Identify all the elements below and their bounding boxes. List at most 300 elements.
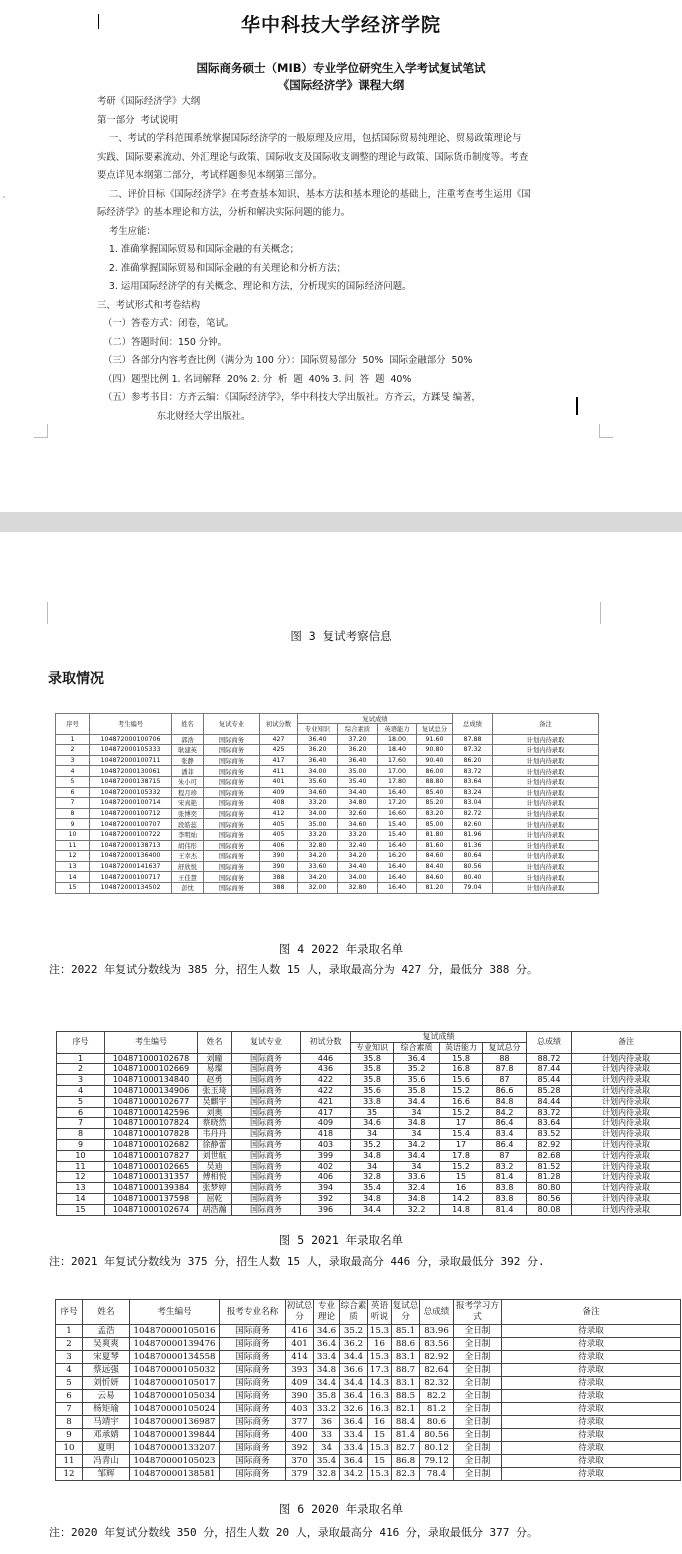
course-title: 《国际经济学》课程大纲 bbox=[277, 78, 405, 92]
header-no: 序号 bbox=[56, 714, 90, 735]
table-cell: 17.20 bbox=[378, 798, 417, 809]
table-row bbox=[57, 1172, 681, 1183]
table-cell: 17.00 bbox=[378, 766, 417, 777]
table-cell: 91.60 bbox=[417, 734, 453, 745]
table-cell: 吴麒宇 bbox=[198, 1096, 232, 1107]
header-quality: 综合素质 bbox=[340, 1300, 368, 1325]
table-cell: 388 bbox=[260, 872, 298, 883]
table-row bbox=[56, 861, 599, 872]
table-cell: 12 bbox=[56, 1468, 83, 1481]
table-cell: 12 bbox=[57, 1172, 105, 1183]
table-cell: 83.4 bbox=[483, 1129, 527, 1140]
table-cell: 程月珍 bbox=[172, 787, 204, 798]
table-cell: 郭浩 bbox=[172, 734, 204, 745]
table-row bbox=[56, 1429, 681, 1442]
table-row bbox=[56, 1338, 681, 1351]
table-cell: 104870000105032 bbox=[130, 1364, 220, 1377]
table-cell: 84.40 bbox=[417, 861, 453, 872]
table-cell: 16 bbox=[440, 1183, 483, 1194]
header-retest-total: 复试总分 bbox=[392, 1300, 420, 1325]
table-cell: 104872000100717 bbox=[90, 872, 172, 883]
header-knowledge: 专业知识 bbox=[351, 1042, 394, 1053]
table-cell: 国际商务 bbox=[232, 1085, 301, 1096]
table-cell: 104871000107824 bbox=[105, 1118, 198, 1129]
document-page bbox=[0, 0, 682, 512]
table-cell: 计划内待录取 bbox=[572, 1161, 681, 1172]
table-cell: 86.4 bbox=[483, 1118, 527, 1129]
table-cell: 104872000100712 bbox=[90, 808, 172, 819]
table-cell: 80.56 bbox=[527, 1193, 572, 1204]
table-cell: 5 bbox=[56, 776, 90, 787]
table-cell: 全日制 bbox=[454, 1377, 502, 1390]
table-cell: 84.60 bbox=[417, 851, 453, 862]
table-cell: 16 bbox=[368, 1338, 392, 1351]
table-row bbox=[56, 1442, 681, 1455]
table-cell: 104872000138715 bbox=[90, 776, 172, 787]
table-cell: 16.20 bbox=[378, 851, 417, 862]
table-row bbox=[56, 766, 599, 777]
table-cell: 34.00 bbox=[338, 872, 378, 883]
table-row bbox=[56, 851, 599, 862]
table-cell: 86.8 bbox=[392, 1455, 420, 1468]
header-major: 报考专业名称 bbox=[220, 1300, 286, 1325]
table-cell: 14 bbox=[57, 1193, 105, 1204]
table-cell: 国际商务 bbox=[204, 861, 260, 872]
table-cell: 16.60 bbox=[378, 808, 417, 819]
table-cell: 33.20 bbox=[298, 829, 338, 840]
table-cell: 417 bbox=[301, 1107, 351, 1118]
table-cell: 104872000100707 bbox=[90, 819, 172, 830]
table-cell: 计划内待录取 bbox=[572, 1053, 681, 1064]
table-cell: 计划内待录取 bbox=[493, 787, 599, 798]
header-major: 复试专业 bbox=[204, 714, 260, 735]
table-cell: 82.32 bbox=[420, 1377, 454, 1390]
table-cell: 36.4 bbox=[394, 1053, 440, 1064]
table-cell: 35.00 bbox=[338, 766, 378, 777]
table-cell: 35.8 bbox=[351, 1075, 394, 1086]
table-row bbox=[56, 734, 599, 745]
table-cell: 414 bbox=[286, 1351, 314, 1364]
table-cell: 计划内待录取 bbox=[493, 872, 599, 883]
table-cell: 赵勇 bbox=[198, 1075, 232, 1086]
table-cell: 406 bbox=[260, 840, 298, 851]
table-row bbox=[57, 1053, 681, 1064]
table-row bbox=[57, 1085, 681, 1096]
table-cell: 15 bbox=[368, 1429, 392, 1442]
header-name: 姓名 bbox=[172, 714, 204, 735]
table-cell: 88.7 bbox=[392, 1364, 420, 1377]
table-cell: 88.72 bbox=[527, 1053, 572, 1064]
table-cell: 33.4 bbox=[340, 1429, 368, 1442]
table-row bbox=[56, 1416, 681, 1429]
table-cell: 83.52 bbox=[527, 1129, 572, 1140]
table-cell: 国际商务 bbox=[204, 734, 260, 745]
table-cell: 83.72 bbox=[527, 1107, 572, 1118]
table-cell: 计划内待录取 bbox=[493, 819, 599, 830]
syllabus-line: （四）题型比例 1. 名词解释 20% 2. 分 析 题 40% 3. 问 答 题 40% bbox=[97, 373, 412, 385]
table-cell: 427 bbox=[260, 734, 298, 745]
table-cell: 1 bbox=[56, 1325, 83, 1338]
table-cell: 国际商务 bbox=[204, 755, 260, 766]
table-cell: 国际商务 bbox=[204, 829, 260, 840]
table-cell: 彭忱 bbox=[172, 882, 204, 893]
table-cell: 104872000130061 bbox=[90, 766, 172, 777]
table-cell: 82.92 bbox=[527, 1139, 572, 1150]
table-cell: 35.40 bbox=[338, 776, 378, 787]
table-cell: 104871000102665 bbox=[105, 1161, 198, 1172]
table-cell: 全日制 bbox=[454, 1403, 502, 1416]
table-cell: 83.24 bbox=[453, 787, 493, 798]
table-cell: 2 bbox=[57, 1064, 105, 1075]
table-cell: 34.4 bbox=[394, 1150, 440, 1161]
table-cell: 15.3 bbox=[368, 1351, 392, 1364]
table-cell: 国际商务 bbox=[204, 851, 260, 862]
table-cell: 82.72 bbox=[453, 808, 493, 819]
table-cell: 计划内待录取 bbox=[572, 1064, 681, 1075]
table-row bbox=[56, 819, 599, 830]
admission-table-2021 bbox=[56, 1031, 681, 1216]
table-cell: 待录取 bbox=[502, 1377, 681, 1390]
table-cell: 蔡远强 bbox=[83, 1364, 130, 1377]
table-cell: 4 bbox=[56, 1364, 83, 1377]
syllabus-line: 要点详见本纲第二部分，考试样题参见本纲第三部分。 bbox=[97, 170, 323, 181]
table-cell: 83.1 bbox=[392, 1351, 420, 1364]
table-cell: 104870000105017 bbox=[130, 1377, 220, 1390]
header-mode: 报考学习方式 bbox=[454, 1300, 502, 1325]
table-cell: 全日制 bbox=[454, 1468, 502, 1481]
table-cell: 104872000100711 bbox=[90, 755, 172, 766]
table-cell: 34.60 bbox=[298, 787, 338, 798]
table-cell: 1 bbox=[56, 734, 90, 745]
table-cell: 33.4 bbox=[314, 1351, 340, 1364]
table-cell: 15.2 bbox=[440, 1161, 483, 1172]
header-initial: 初试分数 bbox=[301, 1032, 351, 1054]
table-cell: 14.2 bbox=[440, 1193, 483, 1204]
table-cell: 87.44 bbox=[527, 1064, 572, 1075]
table-cell: 国际商务 bbox=[204, 882, 260, 893]
table-cell: 8 bbox=[56, 808, 90, 819]
table-cell: 86.6 bbox=[483, 1085, 527, 1096]
table-cell: 104872000105333 bbox=[90, 745, 172, 756]
table-cell: 6 bbox=[56, 787, 90, 798]
table-cell: 13 bbox=[57, 1183, 105, 1194]
table-cell: 104871000139384 bbox=[105, 1183, 198, 1194]
table-cell: 8 bbox=[57, 1129, 105, 1140]
table-cell: 国际商务 bbox=[232, 1107, 301, 1118]
table-cell: 云易 bbox=[83, 1390, 130, 1403]
table-cell: 87.32 bbox=[453, 745, 493, 756]
table-cell: 国际商务 bbox=[232, 1096, 301, 1107]
table-row bbox=[56, 1325, 681, 1338]
table-cell: 90.80 bbox=[417, 745, 453, 756]
table-cell: 80.56 bbox=[453, 861, 493, 872]
header-remark: 备注 bbox=[572, 1032, 681, 1054]
table-cell: 83.1 bbox=[392, 1377, 420, 1390]
table-cell: 81.36 bbox=[453, 840, 493, 851]
table-cell: 待录取 bbox=[502, 1429, 681, 1442]
table-cell: 84.2 bbox=[483, 1107, 527, 1118]
table-cell: 104870000105023 bbox=[130, 1455, 220, 1468]
table-cell: 33.4 bbox=[340, 1442, 368, 1455]
table-cell: 104871000137598 bbox=[105, 1193, 198, 1204]
header-initial: 初试分数 bbox=[260, 714, 298, 735]
table-row bbox=[57, 1118, 681, 1129]
table-cell: 全日制 bbox=[454, 1351, 502, 1364]
table-row bbox=[57, 1075, 681, 1086]
header-quality: 综合素质 bbox=[394, 1042, 440, 1053]
header-prof: 专业理论 bbox=[314, 1300, 340, 1325]
table-cell: 舒欣悦 bbox=[172, 861, 204, 872]
table-cell: 15.4 bbox=[440, 1129, 483, 1140]
table-cell: 计划内待录取 bbox=[493, 776, 599, 787]
table-row bbox=[56, 1377, 681, 1390]
figure-caption: 图 4 2022 年录取名单 bbox=[278, 942, 404, 956]
table-cell: 396 bbox=[301, 1204, 351, 1215]
header-total: 总成绩 bbox=[453, 714, 493, 735]
syllabus-line: 一、考试的学科范围系统掌握国际经济学的一般原理及应用，包括国际贸易纯理论、贸易政策理论与 bbox=[97, 133, 522, 144]
table-cell: 392 bbox=[286, 1442, 314, 1455]
table-cell: 32.80 bbox=[338, 882, 378, 893]
table-cell: 403 bbox=[286, 1403, 314, 1416]
table-row bbox=[56, 787, 599, 798]
table-cell: 34.00 bbox=[298, 766, 338, 777]
table-cell: 16.6 bbox=[440, 1096, 483, 1107]
table-cell: 88.4 bbox=[392, 1416, 420, 1429]
table-cell: 15.8 bbox=[440, 1053, 483, 1064]
table-cell: 34.60 bbox=[338, 819, 378, 830]
table-cell: 待录取 bbox=[502, 1455, 681, 1468]
syllabus-body bbox=[97, 93, 577, 426]
table-cell: 81.96 bbox=[453, 829, 493, 840]
table-cell: 390 bbox=[286, 1390, 314, 1403]
table-cell: 国际商务 bbox=[220, 1442, 286, 1455]
table-cell: 7 bbox=[56, 1403, 83, 1416]
table-cell: 国际商务 bbox=[232, 1064, 301, 1075]
table-cell: 15 bbox=[57, 1204, 105, 1215]
table-cell: 计划内待录取 bbox=[572, 1107, 681, 1118]
table-cell: 34.8 bbox=[314, 1364, 340, 1377]
table-cell: 计划内待录取 bbox=[493, 861, 599, 872]
table-cell: 36.20 bbox=[338, 745, 378, 756]
table-cell: 张静 bbox=[172, 755, 204, 766]
syllabus-line: 第一部分 考试说明 bbox=[97, 114, 178, 126]
table-cell: 425 bbox=[260, 745, 298, 756]
table-cell: 32.80 bbox=[298, 840, 338, 851]
table-cell: 计划内待录取 bbox=[493, 766, 599, 777]
table-cell: 16.8 bbox=[440, 1064, 483, 1075]
table-cell: 吴迪 bbox=[198, 1161, 232, 1172]
table-cell: 17 bbox=[440, 1118, 483, 1129]
page-corner-mark bbox=[34, 424, 48, 438]
table-cell: 34 bbox=[394, 1107, 440, 1118]
table-cell: 80.12 bbox=[420, 1442, 454, 1455]
table-cell: 国际商务 bbox=[220, 1325, 286, 1338]
table-cell: 16.40 bbox=[378, 840, 417, 851]
table-cell: 待录取 bbox=[502, 1325, 681, 1338]
table-cell: 422 bbox=[301, 1075, 351, 1086]
table-cell: 79.12 bbox=[420, 1455, 454, 1468]
table-row bbox=[56, 776, 599, 787]
table-cell: 36.6 bbox=[340, 1364, 368, 1377]
table-cell: 104872000134502 bbox=[90, 882, 172, 893]
page-corner-mark bbox=[600, 602, 614, 624]
header-retest: 复试成绩 bbox=[351, 1032, 527, 1043]
table-cell: 80.80 bbox=[527, 1183, 572, 1194]
table-cell: 392 bbox=[301, 1193, 351, 1204]
header-retest: 复试成绩 bbox=[298, 714, 453, 724]
table-cell: 82.2 bbox=[420, 1390, 454, 1403]
table-cell: 85.28 bbox=[527, 1085, 572, 1096]
table-cell: 李明灿 bbox=[172, 829, 204, 840]
header-no: 序号 bbox=[57, 1032, 105, 1054]
table-cell: 33.60 bbox=[298, 861, 338, 872]
table-cell: 79.04 bbox=[453, 882, 493, 893]
table-cell: 34.8 bbox=[394, 1118, 440, 1129]
table-cell: 411 bbox=[260, 766, 298, 777]
table-cell: 36 bbox=[314, 1416, 340, 1429]
table-cell: 88 bbox=[483, 1053, 527, 1064]
table-cell: 国际商务 bbox=[204, 840, 260, 851]
table-cell: 屈乾 bbox=[198, 1193, 232, 1204]
table-cell: 34 bbox=[394, 1161, 440, 1172]
table-cell: 全日制 bbox=[454, 1325, 502, 1338]
table-cell: 83.2 bbox=[483, 1161, 527, 1172]
note-2022: 注：2022 年复试分数线为 385 分，招生人数 15 人，录取最高分为 427 分，最低分 388 分。 bbox=[49, 963, 538, 976]
table-cell: 83.04 bbox=[453, 798, 493, 809]
header-name: 姓名 bbox=[83, 1300, 130, 1325]
header-total: 总成绩 bbox=[527, 1032, 572, 1054]
table-cell: 刘忻妍 bbox=[83, 1377, 130, 1390]
table-cell: 34.2 bbox=[340, 1468, 368, 1481]
table-cell: 104870000105034 bbox=[130, 1390, 220, 1403]
table-cell: 421 bbox=[301, 1096, 351, 1107]
table-cell: 388 bbox=[260, 882, 298, 893]
table-cell: 10 bbox=[57, 1150, 105, 1161]
table-cell: 34 bbox=[351, 1161, 394, 1172]
syllabus-line: 1. 准确掌握国际贸易和国际金融的有关概念； bbox=[97, 244, 299, 255]
table-cell: 83.8 bbox=[483, 1183, 527, 1194]
table-cell: 易璨 bbox=[198, 1064, 232, 1075]
table-cell: 32.2 bbox=[394, 1204, 440, 1215]
table-cell: 80.6 bbox=[420, 1416, 454, 1429]
table-cell: 393 bbox=[286, 1364, 314, 1377]
header-name: 姓名 bbox=[198, 1032, 232, 1054]
table-row bbox=[57, 1096, 681, 1107]
table-cell: 计划内待录取 bbox=[493, 829, 599, 840]
table-cell: 计划内待录取 bbox=[493, 840, 599, 851]
header-knowledge: 专业知识 bbox=[298, 724, 338, 735]
table-cell: 104871000102678 bbox=[105, 1053, 198, 1064]
table-cell: 34.40 bbox=[338, 861, 378, 872]
table-cell: 33.8 bbox=[351, 1096, 394, 1107]
table-cell: 4 bbox=[56, 766, 90, 777]
table-cell: 36.2 bbox=[340, 1338, 368, 1351]
table-cell: 83.8 bbox=[483, 1193, 527, 1204]
table-cell: 104870000133207 bbox=[130, 1442, 220, 1455]
table-cell: 国际商务 bbox=[220, 1403, 286, 1416]
table-cell: 83.72 bbox=[453, 766, 493, 777]
table-cell: 401 bbox=[260, 776, 298, 787]
table-cell: 刘世航 bbox=[198, 1150, 232, 1161]
syllabus-line: （一）答卷方式：闭卷，笔试。 bbox=[97, 318, 235, 329]
table-cell: 3 bbox=[56, 755, 90, 766]
table-cell: 417 bbox=[260, 755, 298, 766]
table-cell: 刘曈 bbox=[198, 1053, 232, 1064]
table-cell: 计划内待录取 bbox=[572, 1139, 681, 1150]
table-cell: 86.00 bbox=[417, 766, 453, 777]
table-cell: 待录取 bbox=[502, 1403, 681, 1416]
syllabus-line: （二）答题时间：150 分钟。 bbox=[97, 336, 227, 348]
table-cell: 409 bbox=[301, 1118, 351, 1129]
table-cell: 11 bbox=[56, 1455, 83, 1468]
table-cell: 80.56 bbox=[420, 1429, 454, 1442]
table-cell: 34.80 bbox=[338, 798, 378, 809]
table-cell: 104872000100722 bbox=[90, 829, 172, 840]
table-cell: 国际商务 bbox=[232, 1204, 301, 1215]
table-cell: 计划内待录取 bbox=[572, 1129, 681, 1140]
table-cell: 15 bbox=[368, 1455, 392, 1468]
table-cell: 34.6 bbox=[351, 1118, 394, 1129]
table-cell: 夏明 bbox=[83, 1442, 130, 1455]
table-cell: 9 bbox=[56, 819, 90, 830]
table-cell: 15.3 bbox=[368, 1442, 392, 1455]
table-cell: 104872000100706 bbox=[90, 734, 172, 745]
table-cell: 82.64 bbox=[420, 1364, 454, 1377]
table-cell: 33.20 bbox=[298, 798, 338, 809]
syllabus-line: （三）各部分内容考查比例（满分为 100 分）：国际贸易部分 50% 国际金融部分 50% bbox=[97, 355, 473, 366]
table-cell: 78.4 bbox=[420, 1468, 454, 1481]
table-cell: 国际商务 bbox=[204, 798, 260, 809]
table-cell: 全日制 bbox=[454, 1455, 502, 1468]
table-cell: 104871000107827 bbox=[105, 1150, 198, 1161]
table-cell: 国际商务 bbox=[204, 808, 260, 819]
table-cell: 计划内待录取 bbox=[572, 1150, 681, 1161]
table-cell: 84.8 bbox=[483, 1096, 527, 1107]
table-cell: 胡伟彤 bbox=[172, 840, 204, 851]
table-cell: 计划内待录取 bbox=[493, 745, 599, 756]
table-cell: 36.4 bbox=[340, 1390, 368, 1403]
table-cell: 33.2 bbox=[314, 1403, 340, 1416]
table-cell: 81.60 bbox=[417, 840, 453, 851]
table-cell: 402 bbox=[301, 1161, 351, 1172]
scroll-marker: ˅ bbox=[2, 196, 6, 204]
table-cell: 80.40 bbox=[453, 872, 493, 883]
table-cell: 35.00 bbox=[298, 819, 338, 830]
table-cell: 405 bbox=[260, 819, 298, 830]
table-cell: 84.44 bbox=[527, 1096, 572, 1107]
table-cell: 1 bbox=[57, 1053, 105, 1064]
table-cell: 国际商务 bbox=[220, 1455, 286, 1468]
table-cell: 35.6 bbox=[351, 1085, 394, 1096]
table-row bbox=[56, 1403, 681, 1416]
syllabus-line: 考研《国际经济学》大纲 bbox=[97, 96, 201, 107]
table-cell: 104870000139844 bbox=[130, 1429, 220, 1442]
table-cell: 邓承婧 bbox=[83, 1429, 130, 1442]
table-cell: 10 bbox=[56, 1442, 83, 1455]
table-cell: 83.64 bbox=[453, 776, 493, 787]
table-cell: 14.3 bbox=[368, 1377, 392, 1390]
table-cell: 朱小可 bbox=[172, 776, 204, 787]
table-cell: 计划内待录取 bbox=[572, 1204, 681, 1215]
table-cell: 待录取 bbox=[502, 1442, 681, 1455]
table-cell: 35.2 bbox=[394, 1064, 440, 1075]
table-cell: 34.4 bbox=[340, 1377, 368, 1390]
table-cell: 刘奥 bbox=[198, 1107, 232, 1118]
table-cell: 32.8 bbox=[314, 1468, 340, 1481]
table-cell: 国际商务 bbox=[204, 745, 260, 756]
table-cell: 35.2 bbox=[351, 1139, 394, 1150]
table-row bbox=[56, 1468, 681, 1481]
